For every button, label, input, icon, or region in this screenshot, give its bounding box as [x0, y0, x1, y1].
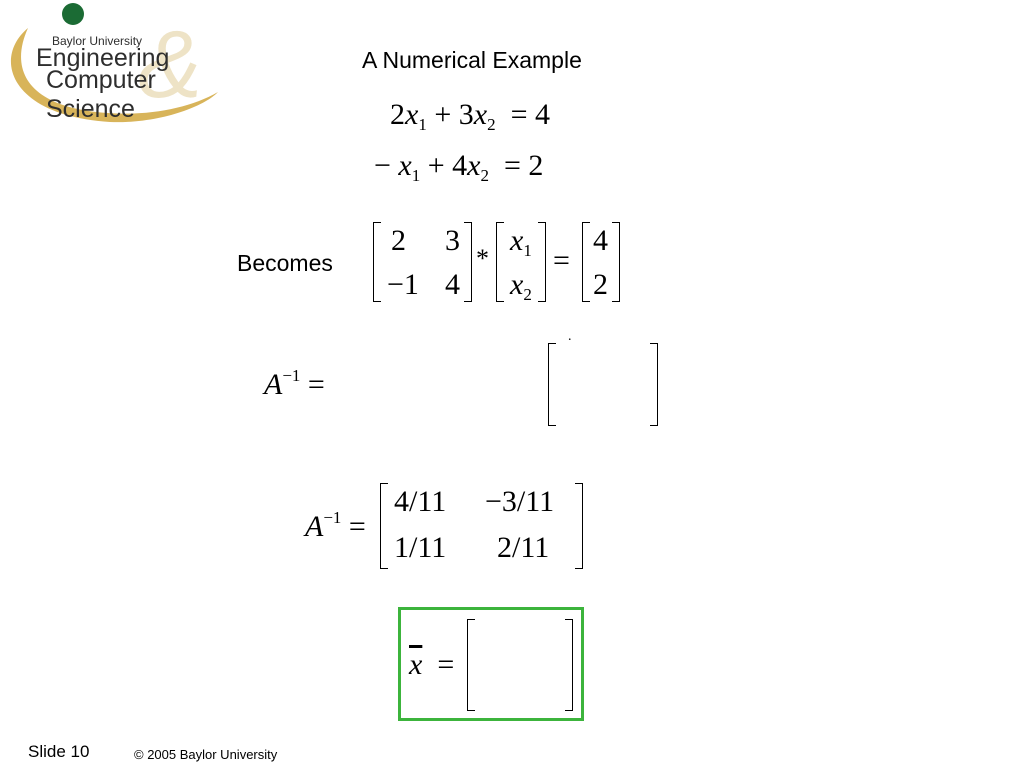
matrix-a-left-bracket: [373, 222, 381, 302]
eq2-plus: +: [427, 149, 445, 182]
eq2-sub2: 2: [480, 166, 489, 185]
eq1-coef2: 3: [458, 98, 474, 131]
logo-line2: Computer Science: [46, 66, 156, 123]
inverse-right-bracket: [575, 483, 583, 569]
equation-1: [390, 98, 550, 135]
logo: [0, 0, 240, 130]
inverse-placeholder-matrix: [548, 329, 658, 426]
inverse-cell: 4/11: [394, 485, 447, 518]
slide-number: Slide 10: [28, 742, 90, 761]
vector-b: [582, 222, 620, 302]
logo-line1: Engineering: [36, 44, 170, 72]
solution-left-bracket: [467, 619, 475, 711]
eq1-var2: x: [473, 98, 488, 131]
vector-b-entry: 2: [593, 268, 608, 301]
matrix-a-cell: 2: [391, 224, 406, 257]
eq1-coef1: 2: [390, 98, 405, 131]
eq1-sub2: 2: [487, 115, 496, 134]
inverse-placeholder-left-bracket: [548, 343, 556, 426]
times-symbol: *: [476, 244, 489, 273]
solution-var: $\overline{x}$ =: [409, 648, 455, 681]
vector-x-entry-1: $x_1$: [510, 224, 532, 260]
page-title: A Numerical Example: [362, 47, 582, 73]
vector-x-entry-2: $x_2$: [510, 268, 532, 304]
inverse-cell: 1/11: [394, 531, 447, 564]
copyright: © 2005 Baylor University: [134, 747, 278, 762]
vector-x-right-bracket: [538, 222, 546, 302]
eq2-equals: =: [504, 149, 521, 182]
logo-ampersand: &: [138, 11, 203, 118]
solution-right-bracket: [565, 619, 573, 711]
eq2-rhs: 2: [528, 149, 544, 182]
eq2-minus: −: [374, 149, 391, 182]
becomes-label: Becomes: [237, 250, 333, 276]
inverse-cell: −3/11: [485, 485, 555, 518]
solution-equals: =: [437, 648, 455, 681]
vector-b-entry: 4: [593, 224, 608, 257]
matrix-a-cell: 3: [445, 224, 460, 257]
matrix-a: [373, 222, 472, 302]
inverse-placeholder-lhs: $A^{-1}$ =: [264, 366, 325, 401]
eq2-var2: x: [467, 149, 481, 182]
eq2-sub1: 1: [411, 166, 421, 185]
inverse-placeholder-right-bracket: [650, 343, 658, 426]
inverse-lhs: $A^{-1}$ =: [305, 508, 366, 543]
inverse-matrix: [380, 483, 583, 569]
eq2-coef2: 4: [452, 149, 468, 182]
eq1-rhs: 4: [535, 98, 550, 131]
eq1-sub1: 1: [418, 115, 427, 134]
inverse-placeholder-dot: .: [568, 329, 572, 344]
matrix-equals: =: [553, 244, 570, 277]
solution-matrix: [467, 619, 573, 711]
eq1-var1: x: [405, 98, 419, 131]
vector-x: [496, 222, 546, 302]
inverse-left-bracket: [380, 483, 388, 569]
solution-box: [398, 607, 584, 721]
matrix-a-right-bracket: [464, 222, 472, 302]
eq1-plus: +: [434, 98, 452, 131]
matrix-a-cell: 4: [445, 268, 460, 301]
logo-university: Baylor University: [52, 34, 143, 48]
vector-b-left-bracket: [582, 222, 590, 302]
vector-x-left-bracket: [496, 222, 504, 302]
equation-2: [374, 149, 543, 186]
inverse-cell: 2/11: [497, 531, 550, 564]
matrix-a-cell: −1: [387, 268, 419, 301]
eq1-equals: =: [510, 98, 528, 131]
vector-b-right-bracket: [612, 222, 620, 302]
eq2-var1: x: [398, 149, 412, 182]
